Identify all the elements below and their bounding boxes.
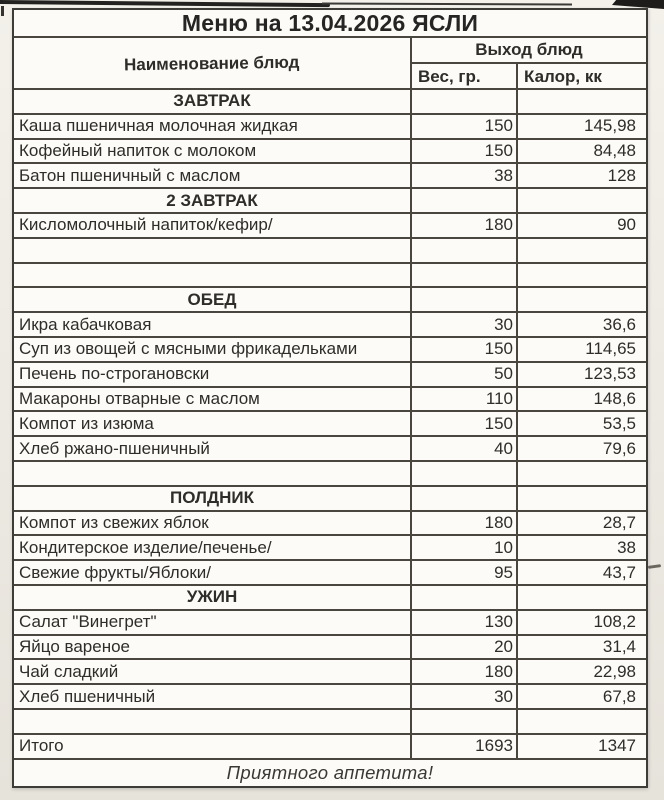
section-weight-empty xyxy=(412,487,518,510)
dish-name: Хлеб ржано-пшеничный xyxy=(14,437,412,460)
empty-weight-cell xyxy=(412,710,518,733)
table-row xyxy=(14,164,646,189)
column-header-dish-name-label: Наименование блюд xyxy=(124,52,300,75)
scan-artifact-left-tick xyxy=(1,6,4,16)
empty-name-cell xyxy=(14,710,412,733)
section-row xyxy=(14,90,646,115)
dish-weight: 30 xyxy=(412,685,518,708)
dish-name: Компот из изюма xyxy=(14,412,412,435)
dish-name: Салат "Винегрет" xyxy=(14,611,412,634)
section-row xyxy=(14,189,646,214)
dish-calories: 123,53 xyxy=(584,364,636,384)
table-row xyxy=(14,611,646,636)
table-row xyxy=(14,660,646,685)
dish-calories: 108,2 xyxy=(593,612,636,632)
dish-calories: 1347 xyxy=(598,736,636,756)
footer-message: Приятного аппетита! xyxy=(226,761,434,783)
empty-calories-cell xyxy=(518,710,646,733)
dish-weight: 38 xyxy=(412,164,518,187)
dish-calories: 128 xyxy=(607,165,636,185)
dish-name: Кондитерское изделие/печенье/ xyxy=(14,536,412,559)
dish-calories: 53,5 xyxy=(602,413,636,433)
empty-row xyxy=(14,710,646,735)
dish-weight: 95 xyxy=(412,561,518,584)
table-row xyxy=(14,561,646,586)
column-header-calories: Калор, кк xyxy=(524,67,602,86)
table-row xyxy=(14,115,646,140)
dish-name: Макароны отварные с маслом xyxy=(14,388,412,411)
dish-weight: 40 xyxy=(412,437,518,460)
empty-calories-cell xyxy=(518,264,646,287)
dish-calories: 38 xyxy=(617,537,636,557)
dish-calories: 43,7 xyxy=(602,562,636,582)
dish-weight: 150 xyxy=(412,338,518,361)
dish-weight: 150 xyxy=(412,412,518,435)
empty-name-cell xyxy=(14,239,412,262)
dish-calories: 90 xyxy=(617,215,636,235)
dish-name: Батон пшеничный с маслом xyxy=(14,164,412,187)
section-weight-empty xyxy=(412,288,518,311)
column-subheaders xyxy=(412,64,646,90)
dish-weight: 150 xyxy=(412,140,518,163)
empty-row xyxy=(14,239,646,264)
section-calories-empty xyxy=(518,90,646,113)
title-row xyxy=(14,10,646,38)
table-row xyxy=(14,437,646,462)
column-header-output-group xyxy=(412,38,646,90)
section-calories-empty xyxy=(518,586,646,609)
page-title: Меню на 13.04.2026 ЯСЛИ xyxy=(181,9,479,36)
scan-artifact-right-dash xyxy=(648,564,661,569)
section-row xyxy=(14,288,646,313)
dish-calories: 22,98 xyxy=(593,661,636,681)
table-body xyxy=(14,90,646,760)
dish-weight: 150 xyxy=(412,115,518,138)
table-row xyxy=(14,536,646,561)
section-label: ОБЕД xyxy=(14,288,412,311)
table-row xyxy=(14,363,646,388)
section-weight-empty xyxy=(412,586,518,609)
dish-name: Кисломолочный напиток/кефир/ xyxy=(14,214,412,237)
dish-weight: 20 xyxy=(412,636,518,659)
dish-weight: 110 xyxy=(412,388,518,411)
empty-name-cell xyxy=(14,462,412,485)
empty-weight-cell xyxy=(412,462,518,485)
dish-calories: 31,4 xyxy=(602,636,636,656)
dish-name: Яйцо вареное xyxy=(14,636,412,659)
dish-calories: 145,98 xyxy=(584,116,636,136)
dish-name: Свежие фрукты/Яблоки/ xyxy=(14,561,412,584)
scan-artifact-top-edge-left xyxy=(0,0,330,7)
section-calories-empty xyxy=(518,189,646,212)
dish-name: Каша пшеничная молочная жидкая xyxy=(14,115,412,138)
table-row xyxy=(14,636,646,661)
table-row xyxy=(14,214,646,239)
empty-row xyxy=(14,264,646,289)
dish-weight: 30 xyxy=(412,313,518,336)
table-row xyxy=(14,512,646,537)
dish-name: Печень по-строгановски xyxy=(14,363,412,386)
table-row xyxy=(14,412,646,437)
section-row xyxy=(14,586,646,611)
dish-calories: 28,7 xyxy=(602,512,636,532)
footer-row xyxy=(14,760,646,786)
table-row xyxy=(14,685,646,710)
dish-calories: 79,6 xyxy=(602,438,636,458)
dish-calories: 36,6 xyxy=(602,314,636,334)
empty-calories-cell xyxy=(518,239,646,262)
dish-weight: 10 xyxy=(412,536,518,559)
dish-name: Компот из свежих яблок xyxy=(14,512,412,535)
section-calories-empty xyxy=(518,288,646,311)
dish-name: Суп из овощей с мясными фрикадельками xyxy=(14,338,412,361)
section-label: УЖИН xyxy=(14,586,412,609)
dish-calories: 67,8 xyxy=(602,686,636,706)
section-row xyxy=(14,487,646,512)
dish-weight: 180 xyxy=(412,660,518,683)
empty-calories-cell xyxy=(518,462,646,485)
empty-weight-cell xyxy=(412,264,518,287)
section-calories-empty xyxy=(518,487,646,510)
table-row xyxy=(14,338,646,363)
dish-name: Икра кабачковая xyxy=(14,313,412,336)
column-header-output-label: Выход блюд xyxy=(412,38,646,64)
dish-weight: 50 xyxy=(412,363,518,386)
section-label: 2 ЗАВТРАК xyxy=(14,189,412,212)
dish-weight: 130 xyxy=(412,611,518,634)
table-header-row xyxy=(14,38,646,90)
table-row xyxy=(14,735,646,760)
table-row xyxy=(14,313,646,338)
dish-weight: 1693 xyxy=(412,735,518,758)
column-header-dish-name xyxy=(14,38,412,90)
table-row xyxy=(14,388,646,413)
dish-weight: 180 xyxy=(412,512,518,535)
empty-row xyxy=(14,462,646,487)
dish-calories: 114,65 xyxy=(585,339,636,359)
dish-name: Кофейный напиток с молоком xyxy=(14,140,412,163)
section-weight-empty xyxy=(412,189,518,212)
dish-calories: 148,6 xyxy=(593,388,636,408)
dish-name: Чай сладкий xyxy=(14,660,412,683)
section-weight-empty xyxy=(412,90,518,113)
dish-calories: 84,48 xyxy=(593,140,636,160)
dish-name: Хлеб пшеничный xyxy=(14,685,412,708)
scan-artifact-top-edge-middle xyxy=(322,2,572,5)
column-header-weight: Вес, гр. xyxy=(412,64,518,90)
empty-weight-cell xyxy=(412,239,518,262)
section-label: ПОЛДНИК xyxy=(14,487,412,510)
empty-name-cell xyxy=(14,264,412,287)
dish-weight: 180 xyxy=(412,214,518,237)
menu-table xyxy=(12,8,648,788)
section-label: ЗАВТРАК xyxy=(14,90,412,113)
dish-name: Итого xyxy=(14,735,412,758)
table-row xyxy=(14,140,646,165)
